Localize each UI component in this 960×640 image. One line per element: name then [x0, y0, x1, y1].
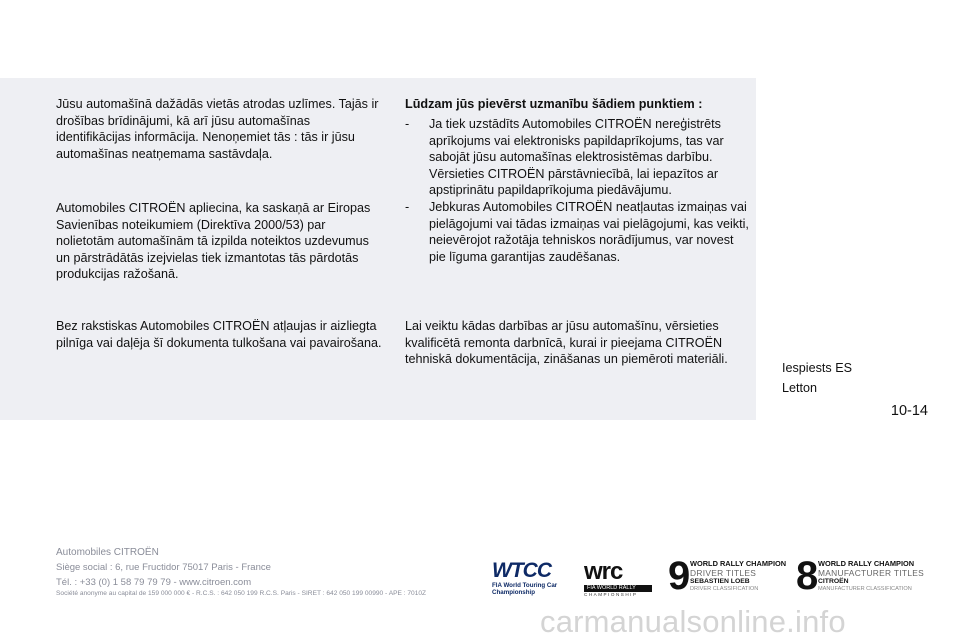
driver-line-4: DRIVER CLASSIFICATION — [690, 586, 759, 592]
wtcc-mark: WTCC — [492, 559, 551, 582]
watermark-text: carmanualsonline.info — [540, 604, 846, 639]
wrc-bar: FIA WORLD RALLY — [584, 585, 652, 592]
driver-titles-number: 9 — [668, 554, 691, 598]
bullet-dash: - — [405, 117, 410, 131]
bullet-item — [405, 199, 750, 265]
driver-line-3: SEBASTIEN LOEB — [690, 578, 750, 585]
wtcc-logo — [492, 560, 574, 600]
manufacturer-line-3: CITROËN — [818, 578, 849, 585]
wtcc-line-1: FIA World Touring Car — [492, 582, 558, 589]
workshop-paragraph: Lai veiktu kādas darbības ar jūsu automašīnu, vērsieties kvalificētā remonta darbnīcā, kurai ir pieejama CITROËN tehniskā dokumentācija, zināšanas un piemēroti materiāli. — [405, 319, 728, 366]
driver-titles-logo — [668, 554, 794, 598]
bullet-dash: - — [405, 200, 410, 214]
manufacturer-line-2: MANUFACTURER TITLES — [818, 568, 925, 578]
page-number: 10-14 — [890, 403, 928, 419]
company-legal: Société anonyme au capital de 159 000 000 € - R.C.S. : 642 050 199 R.C.S. Paris - SIRET : 642 050 199 00990 - APE : 7010Z — [56, 590, 427, 597]
company-name: Automobiles CITROËN — [56, 547, 159, 558]
wtcc-line-2: Championship — [492, 589, 535, 596]
wrc-mark: wrc — [584, 558, 623, 585]
language-label: Letton — [782, 381, 818, 395]
driver-line-1: WORLD RALLY CHAMPION — [690, 559, 787, 568]
bullet-item — [405, 116, 750, 199]
wrc-sub: CHAMPIONSHIP — [584, 592, 638, 597]
labels-paragraph: Jūsu automašīnā dažādās vietās atrodas uzlīmes. Tajās ir drošības brīdinājumi, kā arī jūsu automašīnas identifikācijas informācija. Nenoņemiet tās : tās ir jūsu automašīnas neatņemama sastāvdaļa. — [56, 97, 379, 161]
company-address: Siège social : 6, rue Fructidor 75017 Paris - France — [56, 562, 271, 573]
manufacturer-titles-logo — [796, 554, 926, 598]
attention-heading: Lūdzam jūs pievērst uzmanību šādiem punktiem : — [405, 97, 703, 111]
wrc-logo — [584, 560, 662, 598]
manufacturer-line-1: WORLD RALLY CHAMPION — [818, 559, 915, 568]
bullet-text: Ja tiek uzstādīts Automobiles CITROËN nereģistrēts aprīkojums vai elektronisks papildaprīkojums, tas var sabojāt jūsu automašīnas elektrosistēmas darbību. Vērsieties CITROËN pārstāvniecībā, lai iepazītos ar apstiprinātu papildaprīkojuma piedāvājumu. — [429, 117, 724, 197]
manufacturer-titles-number: 8 — [796, 554, 819, 598]
bullet-text: Jebkuras Automobiles CITROËN neatļautas izmaiņas vai pielāgojumi vai tādas izmaiņas vai pielāgojumi, kas veikti, neievērojot ražotāja tehniskos norādījumus, var novest pie līguma garantijas zaudēšanas. — [429, 200, 749, 264]
company-contact: Tél. : +33 (0) 1 58 79 79 79 - www.citroen.com — [56, 577, 252, 588]
recycling-paragraph: Automobiles CITROËN apliecina, ka saskaņā ar Eiropas Savienības noteikumiem (Direktīva 2000/53) par nolietotām automašīnām tā izpilda noteiktos uzdevumus un pārstrādātās izejvielas tiek izmantotas tās pārdotās produkcijas ražošanā. — [56, 201, 371, 281]
copyright-paragraph: Bez rakstiskas Automobiles CITROËN atļaujas ir aizliegta pilnīga vai daļēja šī dokumenta tulkošana vai pavairošana. — [56, 319, 382, 350]
printed-in-label: Iespiests ES — [782, 361, 852, 375]
driver-line-2: DRIVER TITLES — [690, 568, 757, 578]
manufacturer-line-4: MANUFACTURER CLASSIFICATION — [818, 586, 912, 592]
